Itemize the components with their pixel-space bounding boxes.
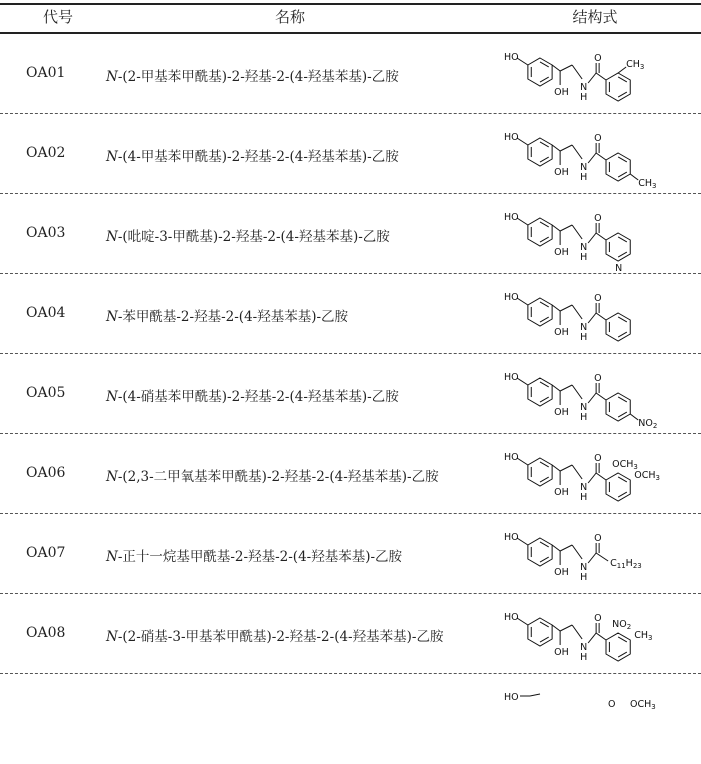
h-label: H	[580, 492, 588, 503]
bond	[552, 225, 560, 231]
bond	[560, 465, 572, 471]
bond	[517, 218, 528, 225]
name-prefix: N	[106, 229, 118, 245]
h-label: H	[580, 412, 588, 423]
name-rest: -(2-甲基苯甲酰基)-2-羟基-2-(4-羟基苯基)-乙胺	[117, 69, 399, 85]
oh-label: OH	[554, 647, 569, 658]
hydroxy-label: HO	[504, 372, 519, 383]
bond	[588, 153, 596, 163]
compound-code: OA07	[26, 545, 66, 561]
structure-formula	[500, 442, 700, 520]
bond	[552, 465, 560, 471]
bond	[588, 553, 596, 563]
bond	[517, 618, 528, 625]
compound-name	[106, 65, 399, 85]
hydroxy-label: HO	[504, 612, 519, 623]
row-divider	[0, 433, 701, 434]
compound-code: OA08	[26, 625, 66, 641]
oh-label: OH	[554, 487, 569, 498]
compound-code: OA02	[26, 145, 66, 161]
structure-formula	[500, 202, 700, 280]
structure-formula	[500, 522, 700, 600]
oh-label: OH	[554, 247, 569, 258]
bond	[588, 473, 596, 483]
bond	[517, 378, 528, 385]
structure-drawing	[500, 202, 700, 280]
row-divider	[0, 273, 701, 274]
row-divider	[0, 513, 701, 514]
h-label: H	[580, 92, 588, 103]
oh-label: OH	[554, 327, 569, 338]
nh-label: N	[580, 402, 588, 413]
bond	[517, 58, 528, 65]
bond	[560, 305, 572, 311]
hydroxy-label: HO	[504, 212, 519, 223]
name-rest: -(2-硝基-3-甲基苯甲酰基)-2-羟基-2-(4-羟基苯基)-乙胺	[117, 629, 444, 645]
bond	[596, 553, 608, 561]
compound-name	[106, 145, 399, 165]
compound-name	[106, 545, 402, 565]
name-prefix: N	[106, 309, 118, 325]
bond	[552, 305, 560, 311]
bond	[572, 545, 582, 559]
structure-formula	[500, 682, 700, 760]
bond	[552, 65, 560, 71]
bond	[552, 385, 560, 391]
bond	[560, 625, 572, 631]
nh-label: N	[580, 482, 588, 493]
structure-drawing	[500, 122, 700, 200]
nh-label: N	[580, 562, 588, 573]
bond	[572, 145, 582, 159]
hydroxy-label: HO	[504, 532, 519, 543]
compound-name	[106, 625, 443, 645]
compound-name	[106, 305, 348, 325]
bond	[552, 145, 560, 151]
nh-label: N	[580, 642, 588, 653]
alkyl-chain-label: $C_{11}H_{23}$	[610, 558, 642, 570]
bond	[517, 138, 528, 145]
carbonyl-o-label: O	[594, 613, 602, 624]
bond	[596, 393, 606, 400]
carbonyl-o-label: O	[594, 213, 602, 224]
structure-drawing	[500, 682, 700, 760]
compound-code: OA03	[26, 225, 66, 241]
pyridine-n-label: N	[615, 263, 623, 274]
bond	[560, 65, 572, 71]
structure-formula	[500, 42, 700, 120]
h-label: H	[580, 332, 588, 343]
bond	[552, 625, 560, 631]
header-code: 代号	[42, 8, 73, 26]
name-rest: -(吡啶-3-甲酰基)-2-羟基-2-(4-羟基苯基)-乙胺	[117, 229, 390, 245]
oh-label: OH	[554, 567, 569, 578]
hydroxy-label: HO	[504, 52, 519, 63]
bond	[517, 298, 528, 305]
bond	[596, 633, 606, 640]
hydroxy-label: HO	[504, 452, 519, 463]
oh-label: OH	[554, 407, 569, 418]
bond	[560, 385, 572, 391]
structure-drawing	[500, 442, 700, 520]
bond	[572, 385, 582, 399]
row-divider	[0, 593, 701, 594]
compound-name	[106, 225, 390, 245]
table-top-rule	[0, 3, 701, 5]
name-prefix: N	[106, 469, 118, 485]
hydroxy-label: HO	[504, 292, 519, 303]
structure-formula	[500, 122, 700, 200]
name-prefix: N	[106, 629, 118, 645]
row-divider	[0, 673, 701, 674]
row-divider	[0, 113, 701, 114]
bond	[552, 545, 560, 551]
structure-formula	[500, 602, 700, 680]
carbonyl-o-label: O	[594, 453, 602, 464]
structure-drawing	[500, 522, 700, 600]
bond	[630, 414, 638, 420]
name-rest: -苯甲酰基-2-羟基-2-(4-羟基苯基)-乙胺	[117, 309, 349, 325]
compound-name	[106, 385, 399, 405]
oh-label: OH	[554, 87, 569, 98]
bond	[596, 73, 606, 80]
h-label: H	[580, 572, 588, 583]
structure-formula	[500, 282, 700, 360]
name-rest: -(4-甲基苯甲酰基)-2-羟基-2-(4-羟基苯基)-乙胺	[117, 149, 399, 165]
nitro-label: $NO_2$	[612, 619, 632, 631]
carbonyl-o-label: O	[594, 533, 602, 544]
bond	[596, 233, 606, 240]
bond	[618, 67, 626, 73]
compound-code: OA05	[26, 385, 66, 401]
methyl-label: $CH_3$	[626, 59, 645, 71]
bond	[572, 65, 582, 79]
carbonyl-o-label: O	[594, 53, 602, 64]
name-prefix: N	[106, 149, 118, 165]
oh-label: OH	[554, 167, 569, 178]
bond	[560, 225, 572, 231]
h-label: H	[580, 252, 588, 263]
hydroxy-label: HO	[504, 692, 519, 703]
carbonyl-o-label: O	[594, 133, 602, 144]
bond	[560, 145, 572, 151]
structure-drawing	[500, 362, 700, 440]
carbonyl-o-label: O	[594, 373, 602, 384]
methyl-label: $CH_3$	[634, 630, 653, 642]
bond	[560, 545, 572, 551]
row-divider	[0, 193, 701, 194]
name-prefix: N	[106, 549, 118, 565]
bond	[596, 473, 606, 480]
row-divider	[0, 353, 701, 354]
bond	[530, 694, 540, 696]
bond	[572, 305, 582, 319]
name-rest: -正十一烷基甲酰基-2-羟基-2-(4-羟基苯基)-乙胺	[117, 549, 403, 565]
bond	[517, 458, 528, 465]
methyl-label: $CH_3$	[638, 178, 657, 190]
nh-label: N	[580, 162, 588, 173]
name-prefix: N	[106, 389, 118, 405]
header-structure: 结构式	[572, 8, 618, 26]
nh-label: N	[580, 322, 588, 333]
h-label: H	[580, 172, 588, 183]
methoxy-label: $OCH_3$	[630, 699, 656, 711]
name-rest: -(2,3-二甲氧基苯甲酰基)-2-羟基-2-(4-羟基苯基)-乙胺	[117, 469, 439, 485]
bond	[572, 465, 582, 479]
structure-formula	[500, 362, 700, 440]
name-prefix: N	[106, 69, 118, 85]
bond	[596, 153, 606, 160]
carbonyl-o-label: O	[594, 293, 602, 304]
nh-label: N	[580, 242, 588, 253]
structure-drawing	[500, 42, 700, 120]
bond	[588, 313, 596, 323]
compound-code: OA01	[26, 65, 66, 81]
bond	[517, 538, 528, 545]
header-bottom-rule	[0, 32, 701, 34]
name-rest: -(4-硝基苯甲酰基)-2-羟基-2-(4-羟基苯基)-乙胺	[117, 389, 399, 405]
nh-label: N	[580, 82, 588, 93]
compound-code: OA04	[26, 305, 66, 321]
bond	[596, 313, 606, 320]
bond	[572, 625, 582, 639]
hydroxy-label: HO	[504, 132, 519, 143]
carbonyl-o-label: O	[608, 699, 616, 710]
h-label: H	[580, 652, 588, 663]
structure-drawing	[500, 282, 700, 360]
bond	[588, 233, 596, 243]
methoxy-label: $OCH_3$	[612, 459, 638, 471]
bond	[588, 633, 596, 643]
bond	[588, 393, 596, 403]
methoxy-label: $OCH_3$	[634, 470, 660, 482]
compound-name	[106, 465, 439, 485]
bond	[572, 225, 582, 239]
compound-code: OA06	[26, 465, 66, 481]
structure-drawing	[500, 602, 700, 680]
header-name: 名称	[274, 8, 305, 26]
bond	[588, 73, 596, 83]
bond	[630, 174, 638, 180]
nitro-label: $NO_2$	[638, 418, 658, 430]
